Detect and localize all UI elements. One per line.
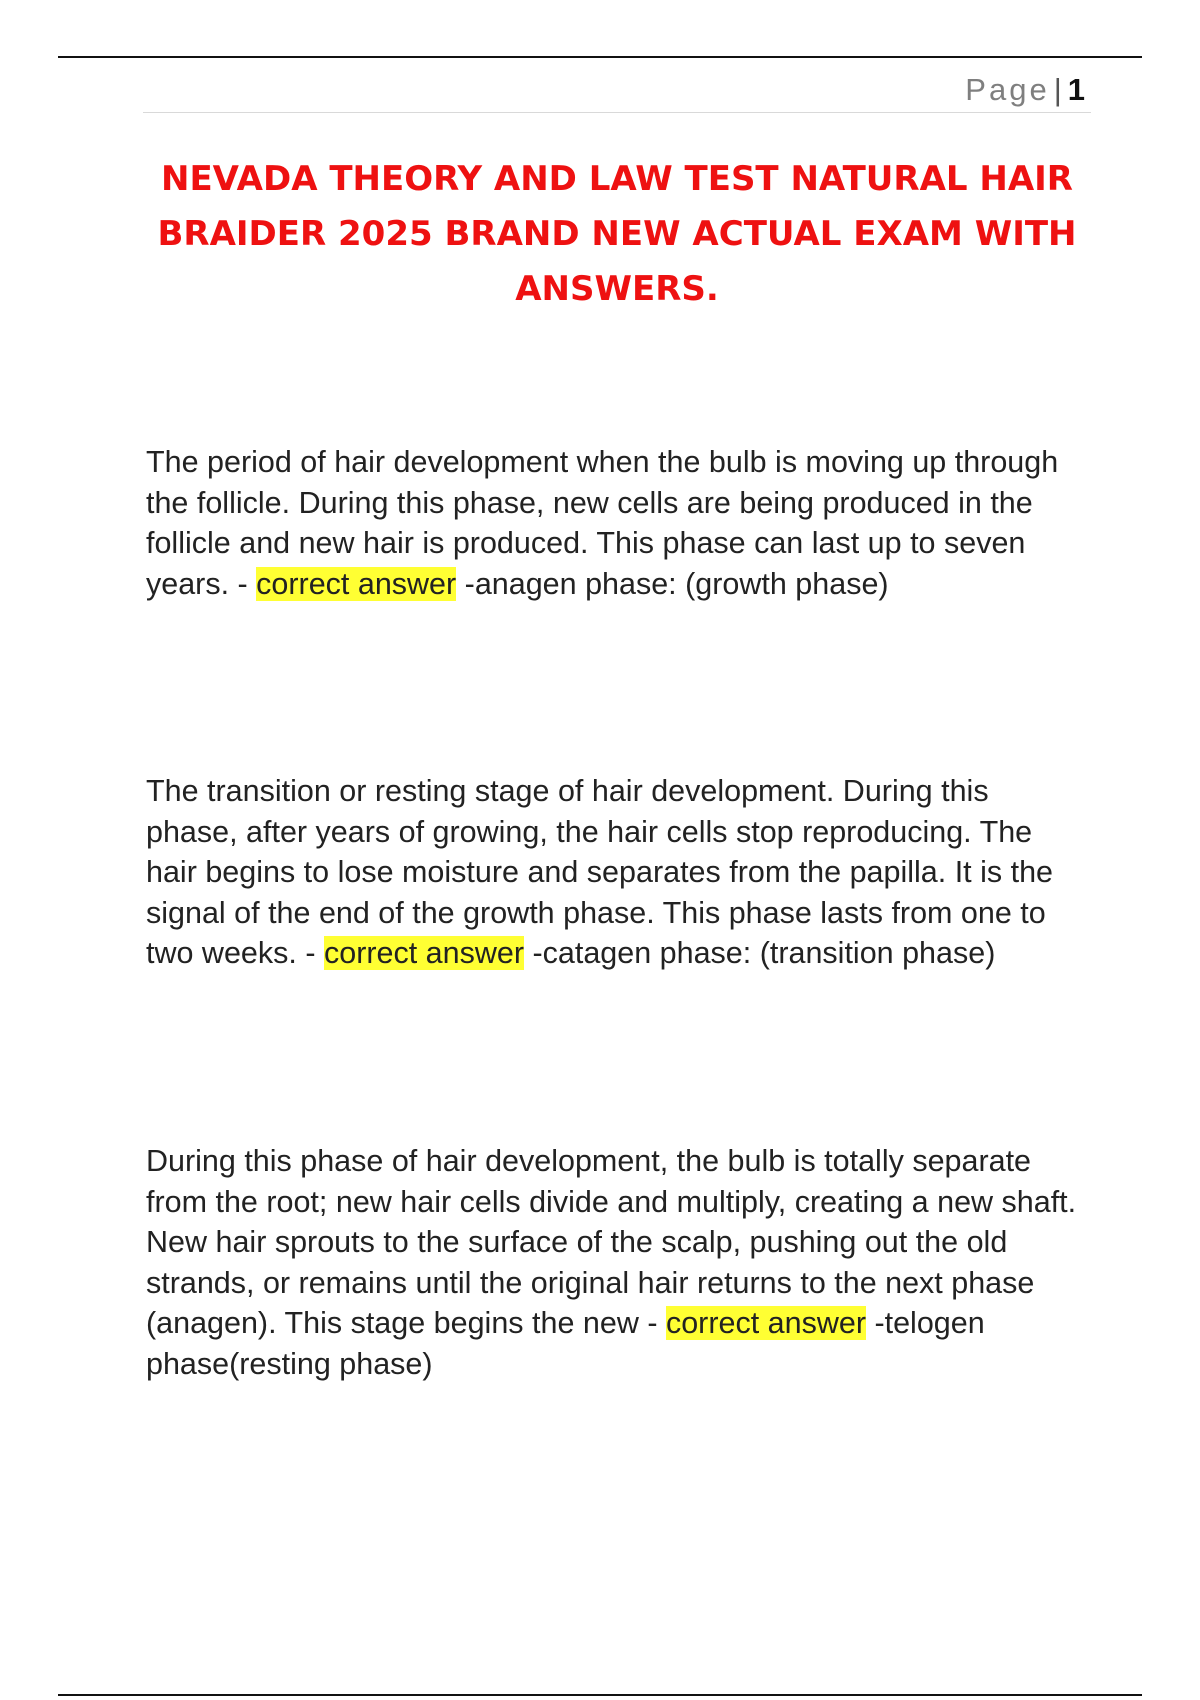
page-word: Page xyxy=(965,72,1050,107)
answer-text: -catagen phase: (transition phase) xyxy=(532,936,996,970)
correct-answer-highlight: correct answer xyxy=(256,566,457,601)
question-text: The period of hair development when the bulb is moving up through the follicle. During this phase, new cells are being produced in the follicle and new hair is produced. This phase can last up to seven years. - xyxy=(146,445,1059,601)
qa-item-3 xyxy=(146,1141,1086,1384)
question-text: The transition or resting stage of hair development. During this phase, after years of growing, the hair cells stop reproducing. The hair begins to lose moisture and separates from the papilla. It is the signal of the end of the growth phase. This phase lasts from one to two weeks. - xyxy=(146,774,1054,970)
answer-text: -anagen phase: (growth phase) xyxy=(464,566,889,601)
answer-text: -telogen phase(resting phase) xyxy=(146,1306,985,1381)
qa-item-1 xyxy=(146,442,1086,604)
top-rule xyxy=(58,56,1142,58)
page-number-label xyxy=(965,72,1085,108)
page-separator: | xyxy=(1053,72,1062,107)
page-header xyxy=(143,70,1091,113)
page-number: 1 xyxy=(1067,72,1085,107)
document-title: NEVADA THEORY AND LAW TEST NATURAL HAIR BRAIDER 2025 BRAND NEW ACTUAL EXAM WITH ANSWERS. xyxy=(157,159,1077,309)
correct-answer-highlight: correct answer xyxy=(665,1306,866,1340)
qa-item-2 xyxy=(146,771,1086,974)
correct-answer-highlight: correct answer xyxy=(323,936,524,970)
question-text: During this phase of hair development, the bulb is totally separate from the root; new hair cells divide and multiply, creating a new shaft. New hair sprouts to the surface of the scalp, pushing out the old strands, or remains until the original hair returns to the next phase (anagen). This stage begins the new - xyxy=(146,1144,1077,1340)
bottom-rule xyxy=(58,1694,1142,1696)
